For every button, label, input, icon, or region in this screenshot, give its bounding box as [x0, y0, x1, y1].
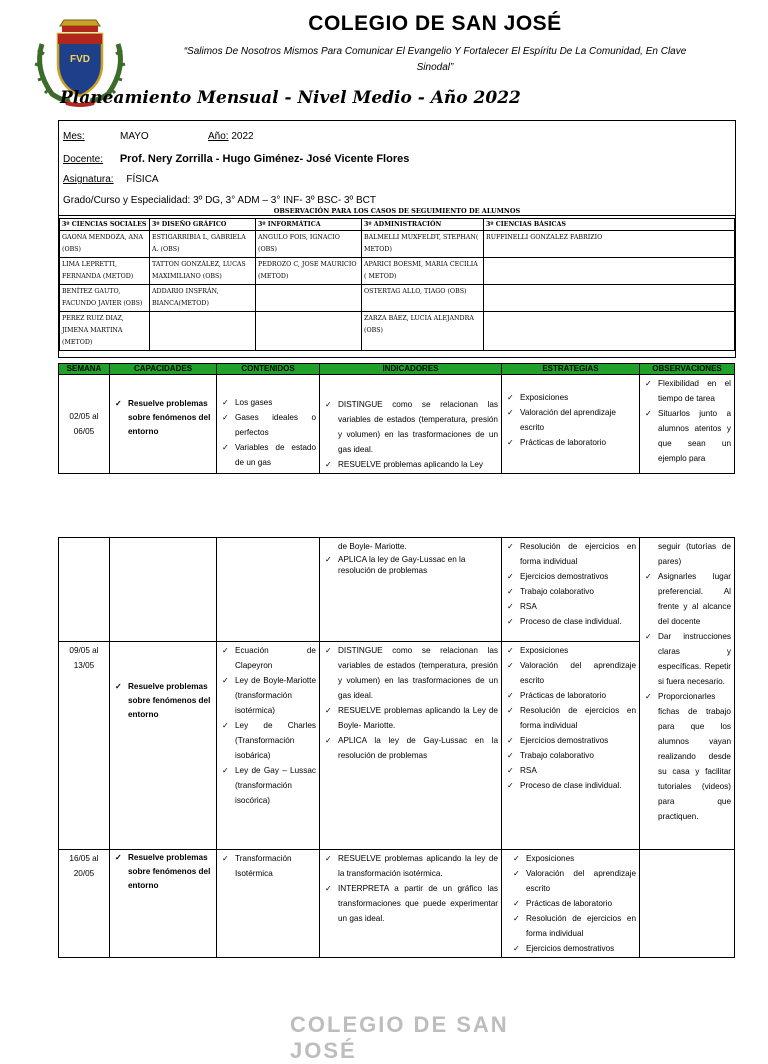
strategy-item: ✓ Exposiciones	[505, 643, 636, 658]
week-dates: 16/05 al 20/05	[59, 850, 110, 958]
observation-row	[60, 285, 735, 312]
indicator-item: ✓ APLICA la ley de Gay-Lussac en la resolución de problemas	[323, 554, 498, 576]
plan-header-row	[59, 364, 735, 375]
month-line	[63, 131, 254, 142]
observation-table	[59, 218, 735, 351]
capacity-item: ✓ Resuelve problemas sobre fenómenos del entorno	[113, 680, 213, 722]
observation-header-row	[60, 219, 735, 231]
obs-cell: ANGULO FOIS, IGNACIO (OBS)	[256, 231, 362, 258]
indicator-item: ✓ DISTINGUE como se relacionan las variables de estados (temperatura, presión y volumen) en las trasformaciones de un gas ideal.	[323, 643, 498, 703]
month-label: Mes:	[63, 131, 85, 142]
observation-row	[60, 258, 735, 285]
plan-title: Planeamiento Mensual - Nivel Medio - Año 2022	[60, 88, 521, 108]
motto-line-1: “Salimos De Nosotros Mismos Para Comunicar El Evangelio Y Fortalecer El Espíritu De La Comunidad, En Clave	[183, 46, 687, 57]
observation-row	[60, 312, 735, 351]
observations-cell	[640, 538, 735, 850]
indicators-cell	[320, 538, 502, 642]
obs-header-ciencias-basicas: 3º CIENCIAS BÁSICAS	[484, 219, 735, 231]
strategy-item: ✓ Prácticas de laboratorio	[505, 435, 636, 450]
week-dates: 09/05 al 13/05	[59, 642, 110, 850]
grade-label: Grado/Curso y Especialidad:	[63, 195, 191, 206]
school-motto	[140, 44, 730, 76]
week-row	[59, 642, 735, 850]
strategy-item: ✓ Resolución de ejercicios en forma individual	[505, 539, 636, 569]
strategy-item: ✓ Prácticas de laboratorio	[511, 896, 636, 911]
teacher-label: Docente:	[63, 154, 104, 165]
obs-cell	[484, 285, 735, 312]
obs-cell: APARICI BOESMI, MARIA CECILIA ( METOD)	[362, 258, 484, 285]
indicator-item: ✓ DISTINGUE como se relacionan las variables de estados (temperatura, presión y volumen) en las trasformaciones de un gas ideal.	[323, 397, 498, 457]
grade-line	[63, 195, 376, 206]
content-item: ✓ Ley de Boyle-Mariotte (transformación isotérmica)	[220, 673, 316, 718]
indicator-item: ✓ RESUELVE problemas aplicando la ley de la transformación isotérmica.	[323, 851, 498, 881]
strategy-item: ✓ Resolución de ejercicios en forma individual	[505, 703, 636, 733]
strategy-item: ✓ Trabajo colaborativo	[505, 748, 636, 763]
obs-header-diseno-grafico: 3º DISEÑO GRÁFICO	[150, 219, 256, 231]
subject-value: FÍSICA	[126, 174, 159, 185]
strategy-item: ✓ Proceso de clase individual.	[505, 614, 636, 629]
observations-cell-empty	[640, 850, 735, 958]
obs-header-informatica: 3º INFORMÁTICA	[256, 219, 362, 231]
header-observaciones: OBSERVACIONES	[640, 364, 735, 375]
content-item: ✓ Los gases	[220, 395, 316, 410]
indicator-continuation: de Boyle- Mariotte.	[338, 542, 407, 551]
teacher-names: Prof. Nery Zorrilla - Hugo Giménez- José Vicente Flores	[119, 153, 410, 165]
obs-header-ciencias-sociales: 3º CIENCIAS SOCIALES	[60, 219, 150, 231]
strategies-cell	[502, 850, 640, 958]
strategy-item: ✓ Ejercicios demostrativos	[511, 941, 636, 956]
obs-cell: ESTIGARRIBIA L, GABRIELA A. (OBS)	[150, 231, 256, 258]
indicator-item: ✓ RESUELVE problemas aplicando la Ley	[323, 457, 498, 472]
weekly-plan-table	[58, 363, 735, 474]
observation-continuation: seguir (tutorías de pares)	[658, 542, 731, 566]
grade-value: 3º DG, 3° ADM – 3° INF- 3º BSC- 3º BCT	[193, 195, 376, 206]
strategy-item: ✓ Prácticas de laboratorio	[505, 688, 636, 703]
indicators-cell	[320, 375, 502, 474]
obs-cell: OSTERTAG ALLO, TIAGO (OBS)	[362, 285, 484, 312]
obs-cell: TATTON GONZÁLEZ, LUCAS MAXIMILIANO (OBS)	[150, 258, 256, 285]
content-item: ✓ Variables de estado de un gas	[220, 440, 316, 470]
capacity-cell	[110, 642, 217, 850]
obs-cell	[484, 258, 735, 285]
obs-cell: ZARZA BÁEZ, LUCIA ALEJANDRA (OBS)	[362, 312, 484, 351]
capacity-cell	[110, 375, 217, 474]
observation-item: ✓ Asignarles lugar preferencial. Al frente y al alcance del docente	[643, 569, 731, 629]
strategy-item: ✓ Resolución de ejercicios en forma individual	[511, 911, 636, 941]
month-value: MAYO	[120, 131, 149, 142]
content-item: ✓ Transformación Isotérmica	[220, 851, 316, 881]
content-item: ✓ Ley de Charles (Transformación isobárica)	[220, 718, 316, 763]
obs-cell: PEDROZO C, JOSE MAURICIO (METOD)	[256, 258, 362, 285]
strategy-item: ✓ Exposiciones	[505, 390, 636, 405]
next-page-header-cut	[290, 1012, 540, 1063]
indicators-cell	[320, 642, 502, 850]
contents-cell	[217, 375, 320, 474]
week-row	[59, 850, 735, 958]
header-estrategias: ESTRATEGIAS	[502, 364, 640, 375]
strategy-item: ✓ RSA	[505, 599, 636, 614]
obs-cell	[256, 285, 362, 312]
indicators-cell	[320, 850, 502, 958]
teacher-line	[63, 153, 409, 165]
subject-label: Asignatura:	[63, 174, 114, 185]
header-capacidades: CAPACIDADES	[110, 364, 217, 375]
capacity-cell	[110, 850, 217, 958]
strategy-item: ✓ Exposiciones	[511, 851, 636, 866]
contents-cell	[217, 642, 320, 850]
obs-cell: LIMA LEPRETTI, FERNANDA (METOD)	[60, 258, 150, 285]
obs-cell	[256, 312, 362, 351]
strategy-item: ✓ Proceso de clase individual.	[505, 778, 636, 793]
strategy-item: ✓ Trabajo colaborativo	[505, 584, 636, 599]
strategy-item: ✓ Ejercicios demostrativos	[505, 733, 636, 748]
continuation-row	[59, 538, 735, 642]
header-semana: SEMANA	[59, 364, 110, 375]
obs-header-administracion: 3º ADMINISTRACIÓN	[362, 219, 484, 231]
strategy-item: ✓ Ejercicios demostrativos	[505, 569, 636, 584]
course-info-box	[58, 120, 736, 358]
week-dates: 02/05 al 06/05	[59, 375, 110, 474]
obs-cell: BENÍTEZ GAUTO, FACUNDO JAVIER (OBS)	[60, 285, 150, 312]
header-contenidos: CONTENIDOS	[217, 364, 320, 375]
content-item: ✓ Ecuación de Clapeyron	[220, 643, 316, 673]
content-item: ✓ Gases ideales o perfectos	[220, 410, 316, 440]
year-field	[208, 131, 298, 142]
subject-line	[63, 174, 159, 185]
indicator-item: ✓ APLICA la ley de Gay-Lussac en la resolución de problemas	[323, 733, 498, 763]
capacity-item: ✓ Resuelve problemas sobre fenómenos del entorno	[113, 397, 213, 439]
capacity-cell-empty	[110, 538, 217, 642]
strategy-item: ✓ Valoración del aprendizaje escrito	[505, 405, 636, 435]
week-row	[59, 375, 735, 474]
week-dates-empty	[59, 538, 110, 642]
obs-cell: ADDARIO INSFRÁN, BIANCA(METOD)	[150, 285, 256, 312]
school-name: COLEGIO DE SAN JOSÉ	[308, 12, 562, 35]
strategy-item: ✓ Valoración del aprendizaje escrito	[511, 866, 636, 896]
logo-initials: FVD	[70, 54, 90, 65]
observation-row	[60, 231, 735, 258]
content-item: ✓ Ley de Gay – Lussac (transformación isocórica)	[220, 763, 316, 808]
strategies-cell	[502, 538, 640, 642]
contents-cell	[217, 850, 320, 958]
capacity-item: ✓ Resuelve problemas sobre fenómenos del entorno	[113, 851, 213, 893]
observation-item: ✓ Proporcionarles fichas de trabajo para que los alumnos vayan realizando desde su casa y facilitar tutoriales (videos) para que practiquen.	[643, 689, 731, 824]
observation-item: ✓ Situarlos junto a alumnos atentos y que sean un ejemplo para	[643, 406, 731, 466]
strategies-cell	[502, 375, 640, 474]
strategy-item: ✓ RSA	[505, 763, 636, 778]
strategies-cell	[502, 642, 640, 850]
obs-cell: GAONA MENDOZA, ANA (OBS)	[60, 231, 150, 258]
indicator-item: ✓ INTERPRETA a partir de un gráfico las transformaciones que puede experimentar un gas ideal.	[323, 881, 498, 926]
next-page-school-name: COLEGIO DE SAN JOSÉ	[290, 1012, 509, 1063]
year-value: 2022	[231, 131, 254, 142]
header-indicadores: INDICADORES	[320, 364, 502, 375]
obs-cell: PEREZ RUIZ DIAZ, JIMENA MARTINA (METOD)	[60, 312, 150, 351]
observations-cell	[640, 375, 735, 474]
observation-item: ✓ Flexibilidad en el tiempo de tarea	[643, 376, 731, 406]
obs-cell: BALMELLI MUXFELDT, STEPHAN( METOD)	[362, 231, 484, 258]
motto-line-2: Sinodal”	[416, 62, 454, 73]
observation-item: ✓ Dar instrucciones claras y específicas. Repetir si fuera necesario.	[643, 629, 731, 689]
year-label: Año:	[208, 131, 229, 142]
obs-cell	[150, 312, 256, 351]
obs-cell: RUFFINELLI GONZALEZ FABRIZIO	[484, 231, 735, 258]
weekly-plan-table-continued	[58, 537, 735, 958]
strategy-item: ✓ Valoración del aprendizaje escrito	[505, 658, 636, 688]
indicator-item: ✓ RESUELVE problemas aplicando la Ley de Boyle- Mariotte.	[323, 703, 498, 733]
obs-cell	[484, 312, 735, 351]
observation-title: OBSERVACIÓN PARA LOS CASOS DE SEGUIMIENTO DE ALUMNOS	[59, 207, 735, 216]
contents-cell-empty	[217, 538, 320, 642]
